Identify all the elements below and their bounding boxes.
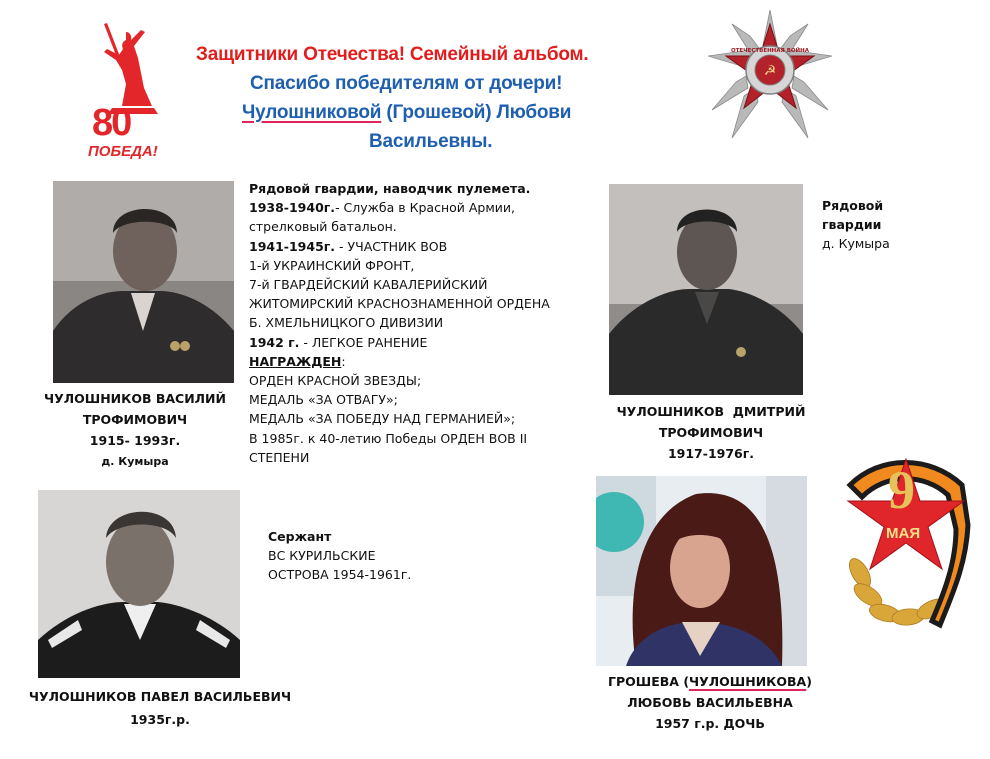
bio-line (249, 198, 599, 217)
bio-text: - ЛЕГКОЕ РАНЕНИЕ (299, 334, 428, 350)
dmitry-rank (822, 196, 942, 254)
bio-line (249, 352, 599, 371)
bio-line: Б. ХМЕЛЬНИЦКОГО ДИВИЗИИ (249, 315, 444, 331)
title-line-2: Спасибо победителям от дочери! (250, 73, 563, 94)
title-line-3 (242, 102, 571, 124)
person-years: 1917-1976г. (667, 446, 755, 461)
person-name: ЛЮБОВЬ ВАСИЛЬЕВНА (627, 695, 793, 710)
photo-vasily (53, 181, 234, 383)
bio-line: 7-й ГВАРДЕЙСКИЙ КАВАЛЕРИЙСКИЙ (249, 277, 488, 293)
order-patriotic-war-badge (708, 10, 833, 140)
person-name: ЧУЛОШНИКОВ ВАСИЛИЙ (44, 391, 226, 406)
bio-line: ОРДЕН КРАСНОЙ ЗВЕЗДЫ; (249, 373, 422, 389)
bio-awarded: НАГРАЖДЕН (249, 353, 342, 369)
photo-dmitry (609, 184, 803, 395)
vasily-bio (249, 179, 599, 467)
pobeda-80-logo (78, 10, 178, 165)
bio-line: стрелковый батальон. (249, 219, 397, 235)
portrait-image (38, 490, 240, 678)
pavel-caption (10, 686, 310, 730)
rank-line: Рядовой (822, 198, 884, 213)
service-line: ОСТРОВА 1954-1961г. (268, 567, 412, 583)
bio-line: МЕДАЛЬ «ЗА ОТВАГУ»; (249, 392, 398, 408)
bio-line: ЖИТОМИРСКИЙ КРАСНОЗНАМЕННОЙ ОРДЕНА (249, 296, 550, 312)
name-part: ) (806, 674, 812, 689)
person-place: д. Кумыра (101, 455, 169, 468)
person-name: ЧУЛОШНИКОВ ПАВЕЛ ВАСИЛЬЕВИЧ (28, 689, 292, 704)
badge-ring-text: ОТЕЧЕСТВЕННАЯ ВОЙНА (730, 48, 810, 54)
person-name: ТРОФИМОВИЧ (658, 425, 764, 440)
bio-text: : (341, 353, 346, 369)
photo-pavel (38, 490, 240, 678)
bio-line: СТЕПЕНИ (249, 449, 310, 465)
title-line-3-rest: (Грошевой) Любови (381, 102, 572, 123)
bio-year: 1941-1945г. (249, 238, 336, 254)
person-years: 1957 г.р. ДОЧЬ (655, 716, 765, 731)
badge-word: МАЯ (886, 525, 921, 542)
title-line-1: Защитники Отечества! Семейный альбом. (196, 44, 589, 65)
bio-line (249, 237, 599, 256)
title-surname: Чулошниковой (242, 102, 382, 123)
dmitry-place: д. Кумыра (822, 236, 890, 252)
badge-number: 9 (888, 460, 915, 520)
bio-year: 1938-1940г. (249, 200, 336, 216)
bio-line: В 1985г. к 40-летию Победы ОРДЕН ВОВ II (249, 430, 528, 446)
bio-text: - УЧАСТНИК ВОВ (335, 238, 448, 254)
pavel-rank (268, 527, 468, 585)
bio-line: 1-й УКРАИНСКИЙ ФРОНТ, (249, 257, 415, 273)
order-star-icon (708, 10, 833, 140)
photo-lyubov (596, 476, 807, 666)
rank-line: Сержант (268, 529, 332, 544)
portrait-image (53, 181, 234, 383)
service-line: ВС КУРИЛЬСКИЕ (268, 548, 376, 564)
bio-line: Рядовой гвардии, наводчик пулемета. (249, 181, 531, 196)
person-name: ТРОФИМОВИЧ (82, 412, 188, 427)
bio-line (249, 333, 599, 352)
person-name: ЧУЛОШНИКОВ ДМИТРИЙ (616, 404, 806, 419)
title-line-4: Васильевны. (369, 131, 493, 152)
portrait-image (609, 184, 803, 395)
may-9-badge (840, 445, 972, 645)
bio-year: 1942 г. (249, 334, 300, 350)
vasily-caption (20, 388, 250, 472)
person-name (590, 671, 830, 692)
hammer-sickle-icon: ☭ (763, 63, 777, 79)
maiden-name: ЧУЛОШНИКОВА (689, 674, 807, 689)
rank-line: гвардии (822, 217, 882, 233)
dmitry-caption (595, 401, 827, 464)
portrait-image (596, 476, 807, 666)
person-years: 1935г.р. (130, 712, 190, 727)
lyubov-caption (590, 671, 830, 734)
logo-word: ПОБЕДА! (88, 143, 158, 160)
bio-line: МЕДАЛЬ «ЗА ПОБЕДУ НАД ГЕРМАНИЕЙ»; (249, 411, 516, 427)
person-years: 1915- 1993г. (89, 433, 181, 448)
name-part: ГРОШЕВА ( (608, 674, 690, 689)
bio-text: - Служба в Красной Армии, (335, 200, 516, 216)
logo-number: 80 (92, 102, 131, 144)
